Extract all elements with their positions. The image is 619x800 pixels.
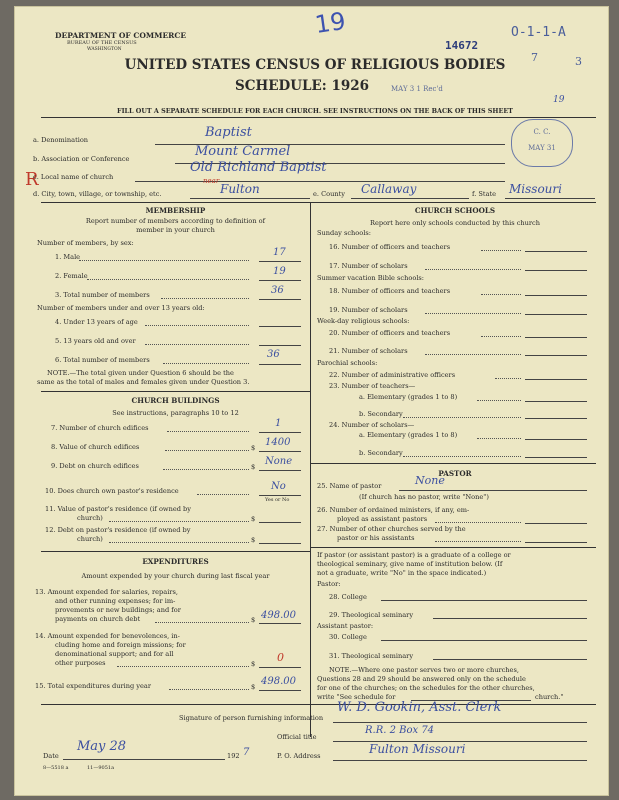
q22-label: 22. Number of administrative officers: [329, 371, 456, 379]
graduate-text-3: not a graduate, write "No" in the space indicated.): [317, 569, 487, 577]
q14-value[interactable]: 0: [277, 651, 284, 664]
q7-label: 7. Number of church edifices: [51, 424, 149, 432]
city-near-annotation: near: [203, 177, 220, 185]
city-label: WASHINGTON: [87, 47, 122, 52]
q24a-label: a. Elementary (grades 1 to 8): [359, 431, 458, 439]
q4-label: 4. Under 13 years of age: [55, 318, 138, 326]
church-name-value[interactable]: Old Richland Baptist: [190, 160, 327, 175]
state-label: f. State: [472, 190, 497, 198]
q20-label: 20. Number of officers and teachers: [329, 329, 451, 337]
parochial-schools-label: Parochial schools:: [317, 359, 378, 367]
q3-label: 3. Total number of members: [55, 291, 150, 299]
expenditures-heading: EXPENDITURES: [142, 557, 209, 566]
q14-label-c: denominational support; and for all: [55, 650, 174, 658]
margin-mark: R: [25, 169, 39, 190]
pastor-heading: PASTOR: [438, 469, 472, 478]
pastor-note-3: for one of the churches; on the schedules for the other churches,: [317, 684, 535, 692]
official-title-label: Official title: [277, 733, 317, 741]
received-seal-stamp: [511, 119, 573, 167]
q9-value[interactable]: None: [265, 456, 293, 467]
buildings-heading: CHURCH BUILDINGS: [131, 396, 220, 405]
q11-dollar: $: [251, 515, 256, 523]
stamp-date: MAY 31: [528, 144, 556, 152]
membership-note2: same as the total of males and females given under Question 3.: [37, 378, 250, 386]
code-stamp: O-1-1-A: [511, 25, 566, 40]
pencil-number-top: 19: [313, 7, 348, 39]
q10-label: 10. Does church own pastor's residence: [45, 487, 179, 495]
q31-label: 31. Theological seminary: [329, 652, 414, 660]
membership-sub1: Report number of members according to definition of: [85, 217, 266, 225]
q13-label-c: provements or new buildings; and for: [55, 606, 181, 614]
date-label: Date: [43, 752, 59, 760]
q25-note: (If church has no pastor, write "None"): [359, 493, 489, 501]
by-sex-label: Number of members, by sex:: [37, 239, 134, 247]
q15-value[interactable]: 498.00: [261, 676, 296, 687]
po-address-label: P. O. Address: [277, 752, 321, 760]
assistant-pastor-label: Assistant pastor:: [317, 622, 374, 630]
q25-label: 25. Name of pastor: [317, 482, 382, 490]
city-field-label: d. City, town, village, or township, etc.: [33, 190, 162, 198]
q14-dollar: $: [251, 660, 256, 668]
schedule-title: SCHEDULE: 1926: [235, 78, 370, 94]
q19-label: 19. Number of scholars: [329, 306, 408, 314]
q29-label: 29. Theological seminary: [329, 611, 414, 619]
q27-label-b: pastor or his assistants: [337, 534, 415, 542]
census-schedule-form: [14, 6, 609, 796]
q13-label-b: and other running expenses; for im-: [55, 597, 176, 605]
po-address-value[interactable]: Fulton Missouri: [369, 742, 466, 756]
association-label: b. Association or Conference: [33, 155, 130, 163]
graduate-text-2: theological seminary, give name of institution below. (If: [317, 560, 503, 568]
sunday-schools-label: Sunday schools:: [317, 229, 371, 237]
q28-label: 28. College: [329, 593, 367, 601]
code-digit-1: 7: [531, 51, 538, 64]
q11-label-a: 11. Value of pastor's residence (if owned by: [45, 505, 191, 513]
q14-label-d: other purposes: [55, 659, 106, 667]
pastor-note-4: write "See schedule for: [317, 693, 396, 701]
q16-label: 16. Number of officers and teachers: [329, 243, 451, 251]
q7-value[interactable]: 1: [275, 418, 282, 429]
q13-label-d: payments on church debt: [55, 615, 141, 623]
official-title-value[interactable]: R.R. 2 Box 74: [365, 725, 435, 736]
q1-value[interactable]: 17: [273, 247, 286, 258]
form-code: 8—5518 a: [43, 765, 69, 771]
q15-label: 15. Total expenditures during year: [35, 682, 151, 690]
q9-dollar: $: [251, 463, 256, 471]
denomination-value[interactable]: Baptist: [205, 125, 252, 140]
q24b-label: b. Secondary: [359, 449, 403, 457]
signature-label: Signature of person furnishing information: [179, 714, 324, 722]
q12-label-a: 12. Debt on pastor's residence (if owned by: [45, 526, 191, 534]
q18-label: 18. Number of officers and teachers: [329, 287, 451, 295]
q8-label: 8. Value of church edifices: [51, 443, 140, 451]
dept-label: DEPARTMENT OF COMMERCE: [55, 31, 187, 40]
q9-label: 9. Debt on church edifices: [51, 462, 139, 470]
q25-value[interactable]: None: [415, 474, 445, 487]
expenditures-sub: Amount expended by your church during last fiscal year: [81, 572, 270, 580]
pastor-note-1: NOTE.—Where one pastor serves two or more churches,: [329, 666, 519, 674]
state-value[interactable]: Missouri: [509, 182, 562, 196]
q27-label-a: 27. Number of other churches served by the: [317, 525, 466, 533]
schools-sub: Report here only schools conducted by this church: [370, 219, 540, 227]
form-code-2: 11—9051a: [87, 765, 115, 771]
pastor-note-2: Questions 28 and 29 should be answered only on the schedule: [317, 675, 526, 683]
q2-label: 2. Female: [55, 272, 88, 280]
q26-label-b: ployed as assistant pastors: [337, 515, 428, 523]
form-number: 14672: [445, 39, 479, 52]
date-value[interactable]: May 28: [77, 739, 127, 754]
q21-label: 21. Number of scholars: [329, 347, 408, 355]
schools-heading: CHURCH SCHOOLS: [414, 206, 496, 215]
form-title: UNITED STATES CENSUS OF RELIGIOUS BODIES: [124, 57, 506, 73]
form-instruction: FILL OUT A SEPARATE SCHEDULE FOR EACH CHURCH. SEE INSTRUCTIONS ON THE BACK OF THIS SHEET: [117, 107, 513, 115]
weekday-schools-label: Week-day religious schools:: [317, 317, 410, 325]
membership-note1: NOTE.—The total given under Question 6 should be the: [47, 369, 234, 377]
q14-label-b: cluding home and foreign missions; for: [55, 641, 186, 649]
q15-dollar: $: [251, 683, 256, 691]
q3-value[interactable]: 36: [271, 285, 284, 296]
buildings-sub: See instructions, paragraphs 10 to 12: [112, 409, 239, 417]
bureau-label: BUREAU OF THE CENSUS: [67, 40, 137, 46]
q8-value[interactable]: 1400: [265, 437, 291, 448]
membership-sub2: member in your church: [136, 226, 215, 234]
q30-label: 30. College: [329, 633, 367, 641]
q6-value[interactable]: 36: [267, 349, 280, 360]
membership-heading: MEMBERSHIP: [145, 206, 206, 215]
stamp-initials: C. C.: [533, 128, 551, 136]
yes-no-caption: Yes or No: [265, 497, 290, 503]
q14-label-a: 14. Amount expended for benevolences, in-: [35, 632, 180, 640]
q12-label-b: church): [77, 535, 103, 543]
q5-label: 5. 13 years old and over: [55, 337, 136, 345]
code-digit-2: 3: [575, 55, 582, 68]
city-value[interactable]: Fulton: [220, 182, 260, 196]
signature-value[interactable]: W. D. Gookin, Asst. Clerk: [337, 700, 502, 715]
association-value[interactable]: Mount Carmel: [195, 144, 291, 159]
q13-value[interactable]: 498.00: [261, 610, 296, 621]
received-stamp: MAY 3 1 Rec'd: [391, 85, 443, 93]
denomination-label: a. Denomination: [33, 136, 89, 144]
q23a-label: a. Elementary (grades 1 to 8): [359, 393, 458, 401]
county-label: e. County: [313, 190, 345, 198]
q12-dollar: $: [251, 536, 256, 544]
q26-label-a: 26. Number of ordained ministers, if any, em-: [317, 506, 470, 514]
q10-value[interactable]: No: [271, 481, 286, 492]
q1-label: 1. Male: [55, 253, 81, 261]
pastor-note-5: church.": [535, 693, 564, 701]
year-digit[interactable]: 7: [243, 747, 250, 758]
age-heading: Number of members under and over 13 years old:: [37, 304, 205, 312]
q17-label: 17. Number of scholars: [329, 262, 408, 270]
year-prefix: 192: [227, 752, 240, 760]
q11-label-b: church): [77, 514, 103, 522]
church-name-label: c. Local name of church: [33, 173, 114, 181]
q23b-label: b. Secondary: [359, 410, 403, 418]
q13-label-a: 13. Amount expended for salaries, repairs,: [35, 588, 178, 596]
county-value[interactable]: Callaway: [361, 182, 417, 196]
summer-schools-label: Summer vacation Bible schools:: [317, 274, 425, 282]
q6-label: 6. Total number of members: [55, 356, 150, 364]
graduate-text-1: If pastor (or assistant pastor) is a graduate of a college or: [317, 551, 511, 559]
pastor-sub-label: Pastor:: [317, 580, 341, 588]
q23-label: 23. Number of teachers—: [329, 382, 416, 390]
q13-dollar: $: [251, 616, 256, 624]
q2-value[interactable]: 19: [273, 266, 286, 277]
q8-dollar: $: [251, 444, 256, 452]
q24-label: 24. Number of scholars—: [329, 421, 415, 429]
pencil-number-right: 19: [553, 95, 565, 105]
